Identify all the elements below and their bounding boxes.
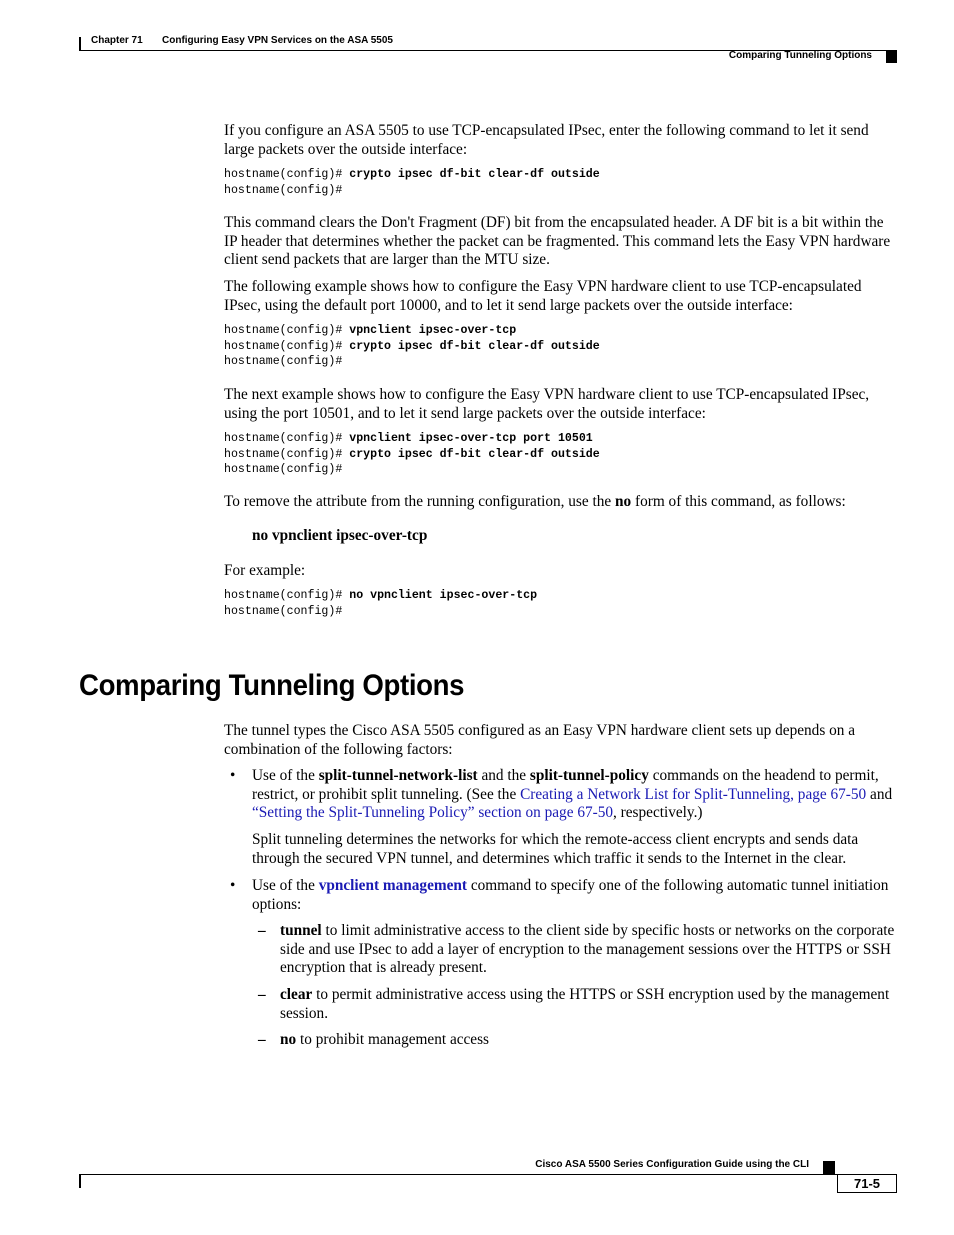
code-command: crypto ipsec df-bit clear-df outside [349,339,600,353]
paragraph-for-example: For example: [224,562,306,579]
paragraph-tcp-intro: If you configure an ASA 5505 to use TCP-encapsulated IPsec, enter the following command to let it send large packets over the outside interface: [224,122,869,158]
text-run: , respectively.) [613,804,703,821]
code-prompt: hostname(config)# [224,168,350,181]
section-title: Comparing Tunneling Options [79,669,465,702]
link-split-tunneling-policy[interactable]: “Setting the Split-Tunneling Policy” section on page 67-50 [252,804,614,821]
header-left-bar [79,37,81,51]
paragraph-remove-attribute [224,493,896,512]
footer-left-bar [79,1174,81,1188]
bullet-split-tunnel [252,767,896,823]
syntax-line: no vpnclient ipsec-over-tcp [252,527,428,544]
code-command: vpnclient ipsec-over-tcp [349,324,517,337]
section-intro: The tunnel types the Cisco ASA 5505 configured as an Easy VPN hardware client sets up depends on a combination of the following factors: [224,722,856,758]
link-vpnclient-management[interactable]: vpnclient management [318,877,467,894]
keyword-no: no [615,493,632,510]
option-no [280,1031,896,1050]
bullet-marker: • [230,877,236,894]
bullet-split-tunnel-detail: Split tunneling determines the networks for which the remote-access client encrypts and sends data through the secured VPN tunnel, and determines which traffic it sends to the Internet in the clear. [252,831,859,867]
code-command: no vpnclient ipsec-over-tcp [349,589,538,602]
code-prompt: hostname(config)# [224,339,350,353]
code-prompt: hostname(config)# [224,589,350,602]
header-chapter: Chapter 71 [91,35,143,46]
dash-marker: – [258,1031,266,1048]
text-run: to permit administrative access using the HTTPS or SSH encryption used by the management session. [280,986,890,1022]
code-block-2 [224,323,600,370]
keyword-clear: clear [280,986,313,1003]
bullet-vpnclient-management [252,877,896,914]
code-prompt: hostname(config)# [224,447,350,461]
code-command: vpnclient ipsec-over-tcp port 10501 [349,432,593,445]
text-run: To remove the attribute from the running configuration, use the [224,493,616,510]
bullet-marker: • [230,767,236,784]
page-number: 71-5 [853,1176,881,1191]
text-run: form of this command, as follows: [631,493,846,510]
text-run: Use of the [252,877,319,894]
code-prompt: hostname(config)# [224,463,343,477]
footer-marker-block [823,1161,835,1174]
code-block-3 [224,431,600,478]
footer-guide-title: Cisco ASA 5500 Series Configuration Guide using the CLI [535,1159,809,1170]
page-number-box [837,1174,897,1193]
code-prompt: hostname(config)# [224,355,343,369]
header-section: Comparing Tunneling Options [728,50,872,61]
code-command: crypto ipsec df-bit clear-df outside [349,168,600,181]
text-run: commands on the headend to permit, restrict, or prohibit split tunneling. (See the [252,767,879,803]
dash-marker: – [258,986,266,1003]
header-marker-block [886,51,897,63]
paragraph-example-port-10501: The next example shows how to configure the Easy VPN hardware client to use TCP-encapsulated IPsec, using the port 10501, and to let it send large packets over the outside interface: [224,386,870,422]
code-block-1 [224,167,600,198]
link-network-list[interactable]: Creating a Network List for Split-Tunneling, page 67-50 [520,785,867,803]
code-block-4 [224,588,537,619]
keyword-no: no [280,1031,297,1048]
code-prompt: hostname(config)# [224,183,343,197]
header-chapter-title: Configuring Easy VPN Services on the ASA 5505 [162,35,393,46]
code-command: crypto ipsec df-bit clear-df outside [349,447,600,461]
text-run: and [866,785,893,803]
text-run: to prohibit management access [296,1031,490,1048]
text-run: and the [477,767,530,784]
keyword-split-tunnel-network-list: split-tunnel-network-list [318,767,478,784]
code-prompt: hostname(config)# [224,324,350,337]
text-run: command to specify one of the following automatic tunnel initiation options: [252,877,889,913]
text-run: to limit administrative access to the client side by specific hosts or networks on the corporate side and use IPsec to add a layer of encryption to the management sessions over the HTTPS or SSH encryption that is already present. [280,922,895,976]
option-clear [280,986,896,1023]
option-tunnel [280,922,896,978]
keyword-tunnel: tunnel [280,922,322,939]
paragraph-example-default-port: The following example shows how to configure the Easy VPN hardware client to use TCP-encapsulated IPsec, using the default port 10000, and to let it send large packets over the outside interface: [224,278,862,314]
code-prompt: hostname(config)# [224,432,350,445]
dash-marker: – [258,922,266,939]
paragraph-df-bit: This command clears the Don't Fragment (DF) bit from the encapsulated header. A DF bit is a bit within the IP header that determines whether the packet can be fragmented. This command lets the Easy VPN hardware client send packets that are larger than the MTU size. [224,214,891,268]
keyword-split-tunnel-policy: split-tunnel-policy [529,767,649,784]
code-prompt: hostname(config)# [224,604,343,618]
text-run: Use of the [252,767,319,784]
footer-rule [79,1174,897,1175]
